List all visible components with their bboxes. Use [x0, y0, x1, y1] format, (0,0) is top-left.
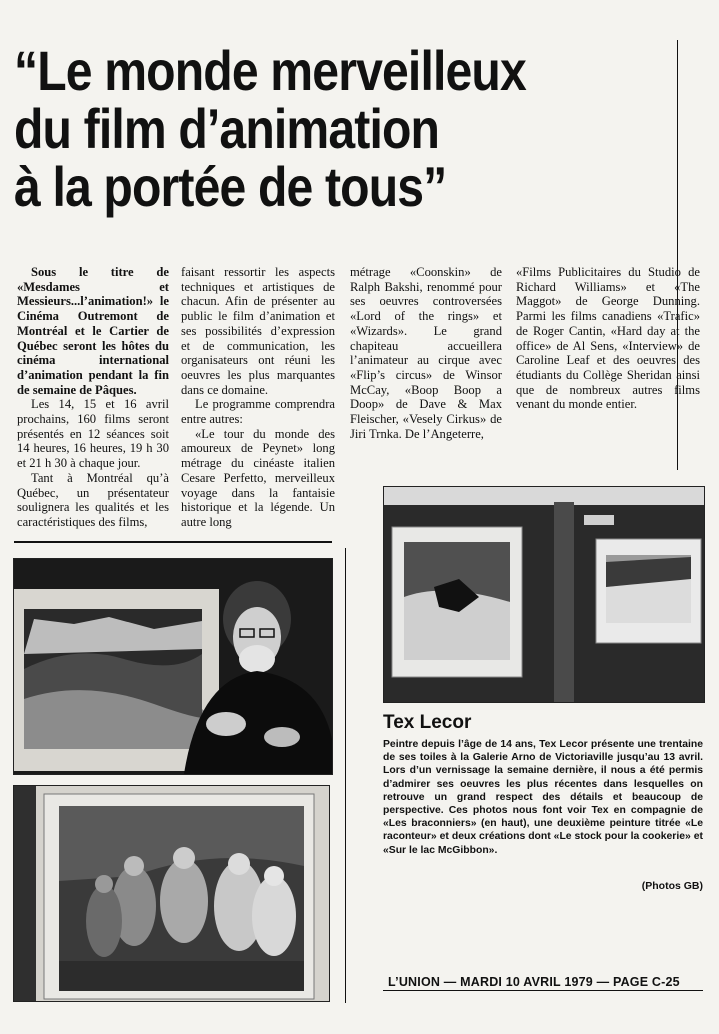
caption-title: Tex Lecor [383, 712, 472, 733]
photo-painting-le-raconteur [13, 785, 330, 1002]
article-paragraph: «Le tour du monde des amoureux de Peynet» long métrage du cinéaste italien Cesare Perfetto, merveilleux voyage dans la fantaisie historique et la légende. Un autre long [181, 426, 335, 529]
headline-line-1: “Le monde merveilleux [14, 39, 526, 102]
photo-gallery-wall [383, 486, 705, 703]
article-paragraph: Les 14, 15 et 16 avril prochains, 160 films seront présentés en 12 séances soit 14 heures, 16 heures, 19 h 30 et 21 h 30 à chaque jour. [17, 397, 169, 471]
article-paragraph: Le programme comprendra entre autres: [181, 397, 335, 427]
article-paragraph: métrage «Coonskin» de Ralph Bakshi, renommé pour ses oeuvres controversées «Lord of the rings» et «Wizards». Le grand chapiteau accueillera l’animateur au cirque avec «Flip’s circus» de Winsor McCay, «Boop Boop a Doop» de Dave & Max Fleischer, «Vesely Cirkus» de Jiri Trnka. De l’Angeterre, [350, 265, 502, 441]
article-column-4 [516, 265, 700, 412]
photo-2-image [14, 786, 329, 1001]
headline-line-3: à la portée de tous” [14, 155, 447, 218]
article-column-1 [17, 265, 169, 530]
article-column-2 [181, 265, 335, 530]
photo-1-image [14, 559, 332, 774]
article-lead: Sous le titre de «Mesdames et Messieurs...l’animation!» le Cinéma Outremont de Montréal et le Cartier de Québec seront les hôtes du cinéma international d’animation pendant la fin de semaine de Pâques. [17, 265, 169, 397]
column-divider [14, 541, 332, 543]
caption-text: Peintre depuis l’âge de 14 ans, Tex Lecor présente une trentaine de ses toiles à la Galerie Arno de Victoriaville jusqu’au 13 avril. Lors d’un vernissage la semaine dernière, il nous a été permis d’admirer ses oeuvres les plus récentes dans lesquelles on retrouve un grand respect des détails et beaucoup de perspective. Ces photos nous font voir Tex en compagnie de «Les braconniers» (en haut), une deuxième peinture titrée «Le raconteur» et deux créations dont «Le stock pour la cookerie» et «Sur le lac McGibbon». [383, 739, 703, 856]
article-paragraph: «Films Publicitaires du Studio de Richard Williams» et «The Maggot» de George Dunning. Parmi les films canadiens «Trafic» de Roger Cantin, «Hard day at the office» de Al Sens, «Interview» de Caroline Leaf et des oeuvres des étudiants du Collège Sheridan ainsi que de nombreux autres films venant du monde entier. [516, 265, 700, 412]
page-footer: L’UNION — MARDI 10 AVRIL 1979 — PAGE C-25 [388, 975, 680, 989]
column-divider-vertical [345, 548, 346, 1003]
article-paragraph: Tant à Montréal qu’à Québec, un présentateur soulignera les qualités et les caractéristiques des films, [17, 470, 169, 529]
headline-line-2: du film d’animation [14, 97, 440, 160]
footer-rule [383, 990, 703, 991]
article-column-3 [350, 265, 502, 441]
headline [14, 39, 526, 218]
photo-tex-with-painting [13, 558, 333, 775]
article-paragraph: faisant ressortir les aspects techniques et artistiques de chacun. Afin de présenter au public le film d’animation et ses possibilités d’expression et de communication, les organisateurs ont réuni les oeuvres les plus marquantes dans ce domaine. [181, 265, 335, 397]
photo-credit: (Photos GB) [641, 880, 703, 892]
photo-3-image [384, 487, 704, 702]
